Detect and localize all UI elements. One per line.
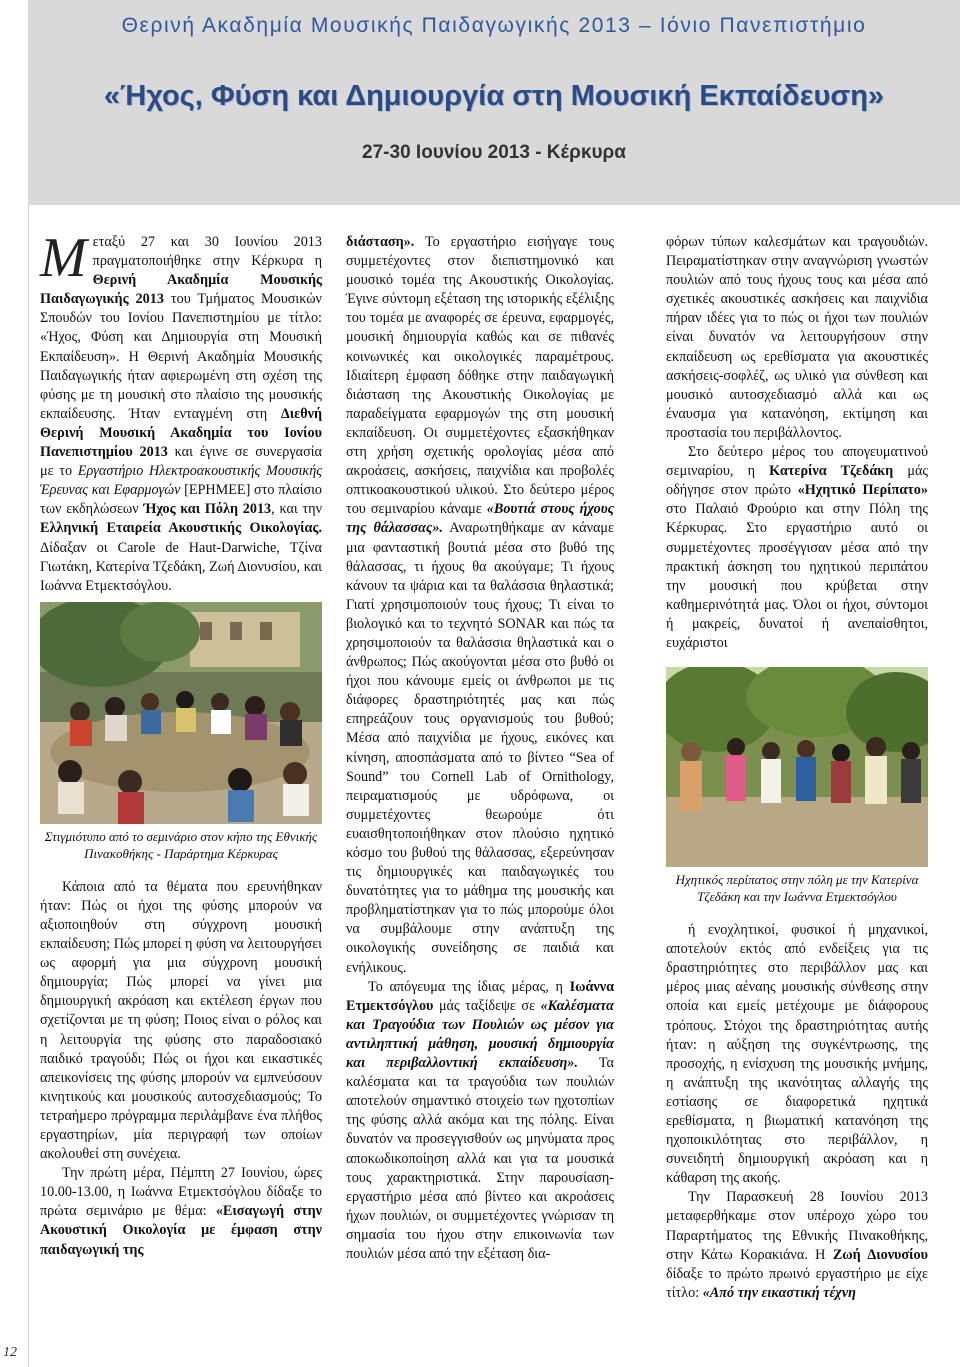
series-title: Θερινή Ακαδημία Μουσικής Παιδαγωγικής 2013 – Ιόνιο Πανεπιστήμιο <box>121 14 867 37</box>
photo-caption: Ηχητικός περίπατος στην πόλη με την Κατερίνα Τζεδάκη και την Ιωάννα Ετμεκτσόγλου <box>675 872 919 905</box>
column-2 <box>346 233 614 1264</box>
photo-caption: Στιγμιότυπο από το σεμινάριο στον κήπο της Εθνικής Πινακοθήκης - Παράρτημα Κέρκυρας <box>44 828 318 861</box>
intro-paragraph <box>40 227 323 596</box>
text-run: και έγινε σε συνεργασία με το <box>40 444 322 480</box>
sound-walk-photo <box>666 667 928 867</box>
text-run-italic: Εργαστήριο Ηλεκτροακουστικής Μουσικής Έρευνας και Εφαρμογών <box>40 463 322 499</box>
drop-cap: Μ <box>40 227 87 289</box>
body-paragraph <box>346 233 614 978</box>
text-run: , και την <box>271 501 323 518</box>
text-run: μάς ταξίδεψε σε <box>433 997 541 1014</box>
body-paragraph: ή ενοχλητικοί, φυσικοί ή μηχανικοί, αποτελούν εκτός από ενδείξεις για τις δραστηριότητες στο περιβάλλον μας και μέρος μιας αέναης μουσικής σύνθεσης στην οποία και εμείς μετέχουμε με διάφορους τρόπους. Στόχοι της δραστηριότητας αυτής ήταν: η αύξηση της συγκέντρωσης, της προσοχής, η ενίσχυση της μουσικής μνήμης, η ανάπτυξη της ικανότητας αλλαγής της εστίασης σε διαφορετικά ηχητικά ερεθίσματα, η βιωματική κατανόηση της ηχοποικιλότητας στο περιβάλλον, η συνειδητή δημιουργική ακρόαση και η κάθαρση της ακοής. <box>666 922 928 1187</box>
body-paragraph: φόρων τύπων καλεσμάτων και τραγουδιών. Πειραματίστηκαν στην αναγνώριση γνωστών πουλιών από τους ήχους τους και μέσα από σχετικές ακουστικές ασκήσεις και παιχνίδια πήραν ιδέες για το πώς οι ήχοι των πουλιών είναι δυνατόν να λειτουργήσουν στην εκπαίδευση ως ερεθίσματα για ακουστικές ασκήσεις-σοφλέζ, ως υλικό για σύνθεση και μουσικό αυτοσχεδιασμό αλλά και ως έναυσμα για κατανόηση, εκτίμηση και προστασία του περιβάλλοντος. <box>666 234 928 441</box>
left-margin-rule <box>0 0 29 1367</box>
body-paragraph <box>666 1188 928 1303</box>
text-run-bold: «Ηχητικό Περίπατο» <box>797 482 928 499</box>
garden-seminar-photo <box>40 602 322 824</box>
text-run: Τα καλέσματα και τα τραγούδια των πουλιών αποτελούν σημαντικό στοιχείο των ηχοτοπίων της φύσης αλλά ακόμα και της πόλης. Είναι δυνατόν να προσεγγισθούν ως μηνύματα προς αποκωδικοποίηση αλλά και για τα μουσικά τους χαρακτηριστικά. Στην παρουσίαση-εργαστήριο μέσα από βίντεο και ακροάσεις ήχων πουλιών, οι συμμετέχοντες γνώρισαν τη σημασία του ήχου στην επικοινωνία των πουλιών μέσα από την εξέταση δια- <box>346 1055 614 1262</box>
body-paragraph <box>346 978 614 1264</box>
text-run-bold: Ελληνική Εταιρεία Ακουστικής Οικολογίας. <box>40 520 322 537</box>
text-run-bold: Θερινή Ακαδημία Μουσικής Παιδαγωγικής 2013 <box>40 272 322 308</box>
text-run: Το εργαστήριο εισήγαγε τους συμμετέχοντες στον διεπιστημονικό και μουσικό τομέα της Ακουστικής Οικολογίας. Έγινε σύντομη εξέταση της ιστορικής εξέλιξης του τομέα με αναφορές σε έρευνα, εφαρμογές, μουσική δημιουργία καθώς και σε πιθανές κοινωνικές και οικολογικές παραμέτρους. Ιδιαίτερη έμφαση δόθηκε στην παιδαγωγική διάσταση της Ακουστικής Οικολογίας με παραδείγματα εφαρμογών της στη μουσική εκπαίδευση. Οι συμμετέχοντες εξασκήθηκαν στη χρήση σχετικής ορολογίας μέσα από ακροάσεις, ασκήσεις, παιχνίδια και προβολές οπτικοακουστικού υλικού. Στο δεύτερο μέρος του σεμιναρίου κάναμε <box>346 234 614 518</box>
text-run-bold-italic: «Από την εικαστική τέχνη <box>702 1284 856 1301</box>
text-run: [ΕΡΗΜΕΕ] στο πλαίσιο των εκδηλώσεων <box>40 482 322 518</box>
event-dates: 27-30 Ιουνίου 2013 - Κέρκυρα <box>362 142 626 163</box>
page-number: 12 <box>3 1345 17 1360</box>
column-3 <box>666 233 928 1303</box>
text-run-bold: Διεθνή Θερινή Μουσική Ακαδημία του Ιονίου Πανεπιστημίου 2013 <box>40 405 322 461</box>
text-run-bold-italic: «Καλέσματα και Τραγούδια των Πουλιών ως μέσον για αντιληπτική μάθηση, μουσική δημιουργία και περιβαλλοντική εκπαίδευση». <box>346 997 614 1072</box>
text-run: Δίδαξαν οι Carole de Haut-Darwiche, Τζίνα Γιωτάκη, Κατερίνα Τζεδάκη, Ζωή Διονυσίου, και Ιωάννα Ετμεκτσόγλου. <box>40 539 322 594</box>
text-run-bold: Ζωή Διονυσίου <box>832 1246 928 1263</box>
text-run: Την πρώτη μέρα, Πέμπτη 27 Ιουνίου, ώρες 10.00-13.00, η Ιωάννα Ετμεκτσόγλου δίδαξε το πρώτα σεμινάριο με θέμα: <box>40 1165 322 1220</box>
text-run-bold: Ήχος και Πόλη 2013 <box>143 501 272 518</box>
text-run: δίδαξε το πρώτο πρωινό εργαστήριο με είχε τίτλο: <box>666 1265 928 1301</box>
text-run-bold: Κατερίνα Τζεδάκη <box>769 463 894 480</box>
body-paragraph <box>666 443 928 653</box>
body-paragraph <box>40 1164 322 1259</box>
text-run: του Τμήματος Μουσικών Σπουδών του Ιονίου Πανεπιστημίου με τίτλο: «Ήχος, Φύση και Δημιουργία στη Μουσική Εκπαίδευση». Η Θερινή Ακαδημία Μουσικής Παιδαγωγικής ήταν αφιερωμένη στη σχέση της φύσης με τη μουσική στο πλαίσιο της μουσικής εκπαίδευσης. Ήταν ενταγμένη στη <box>40 291 322 422</box>
text-run: Την Παρασκευή 28 Ιουνίου 2013 μεταφερθήκαμε στον υπέροχο χώρο του Παραρτήματος της Εθνικής Πινακοθήκης, στην Κάτω Κορακιάνα. Η <box>666 1189 928 1263</box>
text-run-bold: Ιωάννα Ετμεκτσόγλου <box>346 978 614 1014</box>
text-run: Το απόγευμα της ίδιας μέρας, η <box>368 978 570 995</box>
body-paragraph: Κάποια από τα θέματα που ερευνήθηκαν ήταν: Πώς οι ήχοι της φύσης μπορούν να αξιοποιηθούν στη σύγχρονη μουσική εκπαίδευση; Πώς μπορεί η φύση να λειτουργήσει ως αφορμή για μια σύγχρονη μουσική δημιουργία; Πώς μπορεί να γίνει μια δημιουργική ακρόαση και εκτέλεση έργων που σχετίζονται με τη φύση; Ποιος είναι ο ρόλος και η λειτουργία της φύσης στο παραδοσιακό παιδικό τραγούδι; Πώς οι ήχοι και εικαστικές απεικονίσεις της φύσης μπορούν να εμπνεύσουν κινητικούς και μουσικούς αυτοσχεδιασμούς; Το τετραήμερο πρόγραμμα περιλάμβανε ένα πλήθος εργαστηρίων, μία περιγραφή των οποίων ακολουθεί στη συνέχεια. <box>40 878 322 1163</box>
text-run-bold: διάσταση». <box>346 234 415 250</box>
text-run: εταξύ 27 και 30 Ιουνίου 2013 πραγματοποιήθηκε στην Κέρκυρα η <box>92 234 322 270</box>
column-1 <box>40 227 323 1260</box>
main-title: «Ήχος, Φύση και Δημιουργία στη Μουσική Εκπαίδευση» <box>103 80 885 112</box>
text-run: μάς οδήγησε στον πρώτο <box>666 463 928 499</box>
text-run-bold-italic: «Βουτιά στους ήχους της θάλασσας». <box>346 501 614 537</box>
text-run-bold: «Εισαγωγή στην Ακουστική Οικολογία με έμφαση στην παιδαγωγική της <box>40 1203 322 1258</box>
text-run: στο Παλαιό Φρούριο και στην Πόλη της Κέρκυρας. Στο εργαστήριο αυτό οι συμμετέχοντες προσέγγισαν μέσα από την πρακτική άσκηση του ηχητικού περιπάτου την μουσική που κρύβεται στην καθημερινότητά μας. Όλοι οι ήχοι, σύντομοι ή μακρείς, δυνατοί ή ανεπαίσθητοι, ευχάριστοι <box>666 501 928 651</box>
text-run: Αναρωτηθήκαμε αν κάναμε μια φανταστική βουτιά μέσα στο βυθό της θάλασσας, τι ήχους θα ακούγαμε; Τι ήχους κάνουν τα ψάρια και τα θαλάσσια θηλαστικά; Γιατί χρησιμοποιούν τους ήχους; Τι είναι το βιολογικό και το τεχνητό SONAR και πώς τα χρησιμοποιούν τα θαλάσσια θηλαστικά και ο άνθρωπος; Πώς ακούγονται μέσα στο βυθό οι ήχοι που κάνουμε εμείς οι άνθρωποι με τις διάφορες δραστηριότητές μας και πώς επηρεάζουν τους οργανισμούς του βυθού; Μέσα από παιχνίδια με ήχους, εικόνες και κίνηση, αποσπάσματα από το βίντεο “Sea of Sound” του Cornell Lab of Ornithology, πειραματισμούς με υδρόφωνα, οι συμμετέχοντες θεωρούμε ότι ευαισθητοποιήθηκαν στον πλούσιο ηχητικό κόσμο του βυθού της θάλασσας, εξερεύνησαν τις δημιουργικές και παιδαγωγικές του δυνατότητες για το μάθημα της μουσικής και προβληματίστηκαν για το πώς μπορούμε όλοι να συμβάλουμε στην ανάπτυξη της οικολογικής συνείδησης σε παιδιά και ενήλικους. <box>346 520 614 976</box>
text-run: Στο δεύτερο μέρος του απογευματινού σεμιναρίου, η <box>666 444 928 480</box>
